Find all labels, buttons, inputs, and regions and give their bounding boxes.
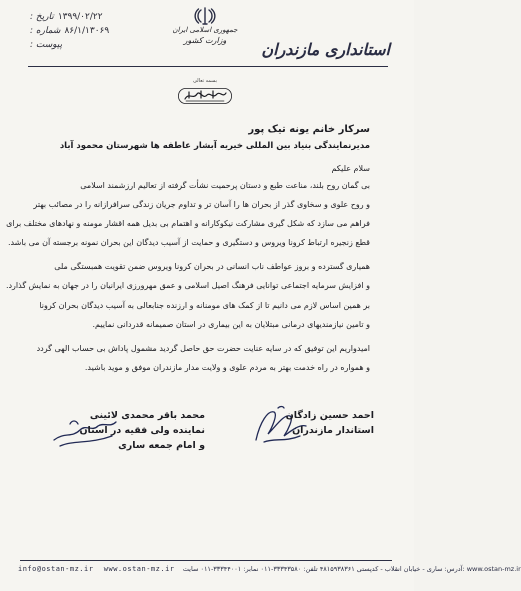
government-line: جمهوری اسلامی ایران xyxy=(172,26,238,34)
body-line-8: و تامین نیازمندیهای درمانی مبتلایان به این بیماری در استان صمیمانه قدردانی نماییم. xyxy=(92,320,370,329)
body-line-3: فراهم می سازد که شکل گیری مشارکت نیکوکارانه و اهتمام بی بدیل همه اقشار مومنه و نهادهای مختلف برای xyxy=(6,219,370,228)
basmala-small: بسمه تعالی xyxy=(192,78,218,84)
addressee: سرکار خانم یونه تیک پور xyxy=(248,124,370,135)
governor-signature-block xyxy=(244,408,374,438)
attachment-row xyxy=(30,38,150,52)
attachment-label: پیوست : xyxy=(30,40,63,50)
representative-name: محمد باقر محمدی لائینی xyxy=(89,410,205,421)
basmala-calligraphy xyxy=(177,86,233,106)
governor-title: استاندار مازندران xyxy=(292,425,374,436)
footer-email[interactable]: info@ostan-mz.ir xyxy=(18,565,94,573)
representative-title-2: و امام جمعه ساری xyxy=(118,440,205,451)
footer xyxy=(18,565,521,573)
greeting: سلام علیکم xyxy=(331,164,370,173)
ostandari-title: استانداری مازندران xyxy=(261,40,390,59)
iran-emblem-icon xyxy=(194,6,216,26)
date-row xyxy=(30,10,150,24)
body-line-5: همیاری گسترده و بروز عواطف ناب انسانی در بحران کرونا ویروس ضمن تقویت همبستگی ملی xyxy=(54,262,370,271)
body-line-2: و روح علوی و سخاوی گذر از بحران ها را آسان تر و تداوم جریان زندگی سرافرازانه را در مصائب بهتر xyxy=(33,200,370,209)
emblem-block xyxy=(165,6,245,46)
basmala-block xyxy=(170,78,240,106)
footer-website[interactable]: www.ostan-mz.ir xyxy=(103,565,175,573)
subject-line: مدیرنمایندگی بنیاد بین المللی خیریه آبشار عاطفه ها شهرستان محمود آباد xyxy=(59,141,370,151)
governor-name: احمد حسین زادگان xyxy=(285,410,374,421)
number-label: شماره : xyxy=(30,26,61,36)
footer-address: آدرس: ساری - خیابان انقلاب - کدپستی ۴۸۱۵۹۳۸۳۶۱ تلفن: ۳۳۳۴۳۵۸۰-۰۱۱ نمابر: ۳۳۳۴۴۰۰۱-۰۱۱ سایت: www.ostan-mz.ir xyxy=(182,565,521,573)
date-value: ۱۳۹۹/۰۲/۲۲ xyxy=(57,12,103,22)
date-label: تاریخ : xyxy=(30,12,54,22)
body-line-7: بر همین اساس لازم می دانیم تا از کمک های مومنانه و ارزنده جنابعالی به آسیب دیدگان بحران کرونا xyxy=(39,301,370,310)
letter-meta xyxy=(30,10,150,52)
body-line-4: قطع زنجیره ارتباط کرونا ویروس و دستگیری و حمایت از آسیب دیدگان این بحران نمونه برجسته آن می باشد. xyxy=(7,238,370,247)
representative-title-1: نماینده ولی فقیه در استان xyxy=(79,425,205,436)
body-line-6: و افزایش سرمایه اجتماعی توانایی فرهنگ اصیل اسلامی و عمق مهرورزی ایرانیان را در جهان به نمایش گذارد. xyxy=(5,281,370,290)
representative-signature-block xyxy=(55,408,205,453)
body-line-9: امیدواریم این توفیق که در سایه عنایت حضرت حق حاصل گردید مشمول پاداش بی حساب الهی گردد xyxy=(36,344,370,353)
ministry-line: وزارت کشور xyxy=(183,36,227,45)
number-value: ۸۶/۱/۱۳۰۶۹ xyxy=(64,26,110,36)
header-rule xyxy=(28,66,388,67)
number-row xyxy=(30,24,150,38)
body-line-1: بی گمان روح بلند، مناعت طبع و دستان پرحمیت نشأت گرفته از تعالیم ارزشمند اسلامی xyxy=(80,181,370,190)
body-line-10: و همواره در راه خدمت بهتر به مردم علوی و ولایت مدار مازندران موفق و موید باشید. xyxy=(84,363,370,372)
footer-rule xyxy=(20,560,392,561)
